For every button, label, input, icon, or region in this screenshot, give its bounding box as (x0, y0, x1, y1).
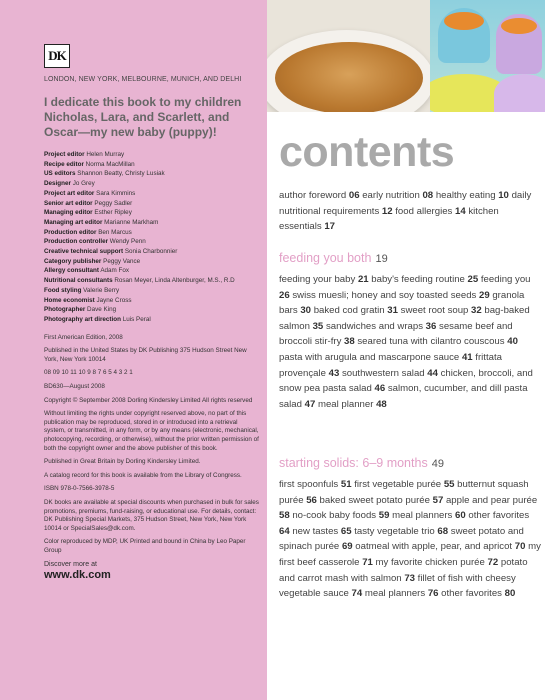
toc-entry[interactable] (326, 321, 436, 332)
toc-entry[interactable] (279, 479, 352, 490)
toc-entry-title: baked sweet potato purée (319, 494, 433, 506)
credit-role: Production controller (44, 238, 109, 246)
toc-entry-page: 21 (357, 274, 369, 285)
toc-entry-page: 58 (279, 510, 290, 522)
toc-entry[interactable] (292, 510, 389, 521)
toc-entry-title: apple and pear purée (445, 494, 538, 506)
toc-entry-page: 65 (340, 525, 352, 537)
toc-entry-page: 56 (306, 494, 317, 506)
publication-paragraph: DK books are available at special discounts when purchased in bulk for sales promotions, premiums, fund-raising, or educational use. For details, contact: DK Publishing Special Markets, 375 Hudson Street, New York, New York 10014 or SpecialSales@dk.com. (44, 498, 259, 532)
toc-entry-page: 59 (378, 510, 390, 522)
toc-entry-page: 64 (279, 525, 290, 537)
credit-line (44, 189, 257, 199)
toc-entry-page: 38 (344, 336, 355, 348)
credit-role: Photographer (44, 306, 86, 314)
credit-name: Norma MacMillan (83, 160, 135, 168)
toc-entry-title: my first beef casserole (279, 541, 541, 568)
toc-entry-title: frittata provençale (279, 351, 502, 379)
credit-name: Ben Marcus (96, 228, 132, 236)
credit-role: Category publisher (44, 257, 102, 265)
section-heading (279, 456, 444, 470)
toc-entry-title: baked cod gratin (313, 305, 388, 317)
toc-entry-title: seared tuna with cilantro couscous (357, 336, 508, 348)
toc-entry-page: 70 (514, 541, 526, 553)
credit-name: Shannon Beatty, Christy Lusiak (75, 170, 165, 178)
toc-entry-title: sesame beef and broccoli stir-fry (279, 320, 513, 348)
credit-line (44, 276, 257, 286)
toc-entry-page: 71 (362, 556, 373, 568)
toc-entry-title: my favorite chicken purée (375, 556, 488, 568)
section-title: starting solids: 6–9 months (279, 456, 428, 470)
website-url: www.dk.com (44, 568, 111, 581)
page-title: contents (279, 128, 455, 176)
toc-entry-title: sweet potato and spinach purée (279, 525, 524, 553)
soup-bowl-photo (267, 0, 430, 112)
toc-intro (279, 188, 541, 235)
credit-role: Senior art editor (44, 199, 93, 207)
toc-entry-page: 69 (341, 541, 353, 553)
toc-entry-page: 08 (422, 190, 434, 201)
credit-name: Jayne Cross (94, 296, 132, 304)
toc-entry[interactable] (365, 588, 439, 599)
toc-entry-page: 36 (425, 320, 437, 332)
credit-line (44, 257, 257, 267)
credit-name: Sara Kimmins (94, 189, 136, 197)
publisher-cities: LONDON, NEW YORK, MELBOURNE, MUNICH, AND DELHI (44, 76, 242, 83)
toc-entry-title: sandwiches and wraps (325, 320, 426, 332)
toc-entry[interactable] (314, 305, 398, 316)
toc-section (279, 272, 541, 412)
toc-entry-page: 47 (304, 398, 316, 410)
toc-entry-page: 73 (404, 572, 415, 584)
credit-name: Adam Fox (98, 267, 130, 275)
toc-entry-title: kitchen essentials (279, 205, 499, 233)
credit-line (44, 228, 257, 238)
credit-role: Recipe editor (44, 160, 84, 168)
puree-cups-photo (430, 0, 545, 112)
publication-paragraph: 08 09 10 11 10 9 8 7 6 5 4 3 2 1 (44, 369, 133, 377)
toc-entry-title: swiss muesli; honey and soy toasted seeds (292, 289, 479, 301)
toc-entry-title: healthy eating (435, 190, 499, 201)
publication-paragraph: Without limiting the rights under copyright reserved above, no part of this publication may be reproduced, stored in or introduced into a retrieval system, or transmitted, in any form, or by any means (electronic, mechanical, photocopying, recording, or otherwise), without the prior written permission of both the copyright owner and the above publisher of this book. (44, 410, 259, 452)
credit-line (44, 169, 257, 179)
toc-entry-title: sweet root soup (400, 305, 472, 317)
credit-role: Managing art editor (44, 218, 103, 226)
publication-paragraph: Published in Great Britain by Dorling Kindersley Limited. (44, 458, 201, 466)
credit-role: Allergy consultant (44, 267, 99, 275)
credit-role: Production editor (44, 228, 97, 236)
toc-entry[interactable] (392, 510, 466, 521)
publication-paragraph: Copyright © September 2008 Dorling Kindersley Limited All rights reserved (44, 396, 253, 404)
toc-entry[interactable] (318, 399, 387, 410)
credit-name: Jo Grey (70, 180, 95, 188)
toc-entry-page: 74 (351, 588, 363, 600)
toc-entry-title: pasta with arugula and mascarpone sauce (279, 351, 462, 363)
toc-entry-page: 41 (461, 351, 473, 363)
toc-entry-page: 44 (427, 367, 438, 379)
toc-entry[interactable] (279, 274, 369, 285)
toc-entry[interactable] (354, 526, 448, 537)
credit-name: Sonia Charbonnier (123, 248, 178, 256)
toc-entry-page: 68 (437, 525, 449, 537)
toc-entry-title: baby's feeding routine (371, 274, 468, 285)
toc-entry-title: first spoonfuls (279, 479, 341, 490)
toc-entry-page: 14 (455, 205, 466, 217)
credit-role: Food styling (44, 286, 82, 294)
credit-name: Luis Peral (120, 315, 151, 323)
credit-role: Home economist (44, 296, 95, 304)
toc-entry-title: bag-baked salmon (279, 305, 530, 332)
credit-line (44, 150, 257, 160)
toc-entry[interactable] (371, 274, 478, 285)
toc-entry-title: food allergies (395, 205, 455, 217)
toc-entry[interactable] (279, 190, 360, 201)
credit-name: Peggy Vance (101, 257, 141, 265)
toc-entry-page: 43 (328, 367, 340, 379)
toc-entry-page: 35 (312, 320, 324, 332)
toc-entry-title: other favorites (441, 588, 505, 600)
copyright-page (0, 0, 267, 700)
toc-entry-title: early nutrition (362, 190, 423, 201)
toc-section (279, 477, 541, 602)
section-title: feeding you both (279, 251, 372, 265)
toc-entry[interactable] (436, 190, 509, 201)
credit-role: Managing editor (44, 209, 93, 217)
credit-line (44, 199, 257, 209)
publication-paragraph: First American Edition, 2008 (44, 333, 123, 341)
toc-entry[interactable] (279, 352, 473, 363)
credit-name: Wendy Penn (108, 238, 146, 246)
credit-role: Creative technical support (44, 248, 124, 256)
toc-entry[interactable] (354, 479, 454, 490)
credit-role: Photography art direction (44, 315, 121, 323)
toc-entry-page: 12 (381, 205, 393, 217)
toc-entry-title: meal planner (317, 398, 377, 410)
toc-entry-title: fillet of fish with cheesy vegetable sauce (279, 572, 516, 600)
toc-entry-title: chicken, broccoli, and snow pea pasta salad (279, 367, 533, 395)
toc-entry[interactable] (376, 557, 499, 568)
credit-name: Rosan Meyer, Linda Altenburger, M.S., R.D (112, 277, 235, 285)
credit-line (44, 247, 257, 257)
toc-entry-page: 17 (324, 221, 335, 233)
toc-entry-title: daily nutritional requirements (279, 190, 532, 217)
credit-role: US editors (44, 170, 76, 178)
toc-entry-page: 25 (467, 274, 479, 285)
toc-entry-page: 48 (376, 398, 387, 410)
section-page: 49 (431, 458, 444, 470)
toc-entry-title: tasty vegetable trio (354, 525, 438, 537)
toc-entry-title: potato and carrot mash with salmon (279, 556, 528, 584)
toc-entry[interactable] (292, 526, 351, 537)
toc-entry-page: 46 (374, 383, 386, 395)
credit-line (44, 305, 257, 315)
toc-entry-title: no-cook baby foods (292, 510, 379, 522)
credit-name: Helen Murray (84, 151, 125, 158)
toc-entry-page: 06 (348, 190, 360, 201)
toc-entry-title: meal planners (392, 510, 456, 522)
credit-line (44, 160, 257, 170)
credit-name: Esther Ripley (92, 209, 132, 217)
toc-entry[interactable] (441, 588, 515, 599)
toc-entry[interactable] (395, 206, 465, 217)
toc-entry-page: 60 (455, 510, 466, 522)
toc-entry-title: salmon, cucumber, and dill pasta salad (279, 383, 528, 410)
credit-line (44, 208, 257, 218)
publication-paragraph: Published in the United States by DK Publishing 375 Hudson Street New York, New York 10014 (44, 347, 247, 363)
credit-role: Project editor (44, 151, 85, 158)
credit-name: Dave King (85, 306, 117, 314)
credit-name: Marianne Markham (102, 218, 159, 226)
toc-entry[interactable] (320, 495, 444, 506)
dedication: I dedicate this book to my children Nicholas, Lara, and Scarlett, and Oscar—my new baby (puppy)! (44, 95, 242, 139)
credits-list (44, 150, 257, 325)
toc-entry-page: 76 (427, 588, 439, 600)
toc-entry[interactable] (401, 305, 482, 316)
toc-entry-title: feeding your baby (279, 274, 358, 285)
publication-paragraph: Color reproduced by MDP, UK Printed and bound in China by Leo Paper Group (44, 538, 246, 554)
credit-line (44, 315, 257, 325)
credit-line (44, 218, 257, 228)
publication-paragraph: BD630—August 2008 (44, 383, 105, 391)
credit-line (44, 237, 257, 247)
credit-line (44, 296, 257, 306)
toc-entry-page: 80 (504, 588, 516, 600)
toc-entry-title: butternut squash purée (279, 479, 529, 506)
publication-paragraph: A catalog record for this book is available from the Library of Congress. (44, 471, 242, 479)
credit-role: Nutritional consultants (44, 277, 113, 285)
toc-entry-title: author foreword (279, 190, 349, 201)
contents-page (267, 0, 545, 700)
toc-entry-page: 10 (498, 190, 509, 201)
publication-paragraph: ISBN 978-0-7566-3978-5 (44, 485, 115, 493)
toc-entry-title: southwestern salad (341, 367, 428, 379)
credit-role: Project art editor (44, 189, 95, 197)
credit-line (44, 179, 257, 189)
toc-entry-page: 26 (279, 289, 290, 301)
toc-entry-page: 29 (479, 289, 490, 301)
toc-entry[interactable] (357, 336, 518, 347)
toc-entry-title: other favorites (468, 510, 530, 522)
toc-entry-page: 32 (471, 305, 482, 317)
credit-role: Designer (44, 180, 71, 188)
toc-entry-page: 57 (432, 494, 444, 506)
toc-entry-page: 31 (387, 305, 398, 317)
toc-entry[interactable] (292, 290, 489, 301)
toc-entry-title: meal planners (364, 588, 428, 600)
dk-logo: DK (44, 44, 70, 68)
toc-entry-page: 72 (487, 556, 499, 568)
toc-entry-title: granola bars (279, 289, 525, 317)
toc-entry[interactable] (362, 190, 433, 201)
credit-line (44, 266, 257, 276)
toc-entry-title: oatmeal with apple, pear, and apricot (355, 541, 515, 553)
credit-line (44, 286, 257, 296)
credit-name: Peggy Sadler (92, 199, 133, 207)
toc-entry-page: 51 (340, 479, 352, 490)
toc-entry-page: 40 (507, 336, 518, 348)
toc-entry-page: 30 (300, 305, 312, 317)
toc-entry[interactable] (355, 541, 525, 552)
credit-name: Valerie Berry (81, 286, 120, 294)
toc-entry-page: 55 (443, 479, 455, 490)
toc-entry[interactable] (342, 368, 438, 379)
section-heading (279, 251, 388, 265)
publication-info (44, 334, 259, 556)
discover-label: Discover more at (44, 560, 97, 568)
toc-entry-title: feeding you (480, 274, 531, 285)
toc-entry-title: new tastes (292, 525, 341, 537)
section-page: 19 (375, 253, 388, 265)
toc-entry-title: first vegetable purée (354, 479, 444, 490)
